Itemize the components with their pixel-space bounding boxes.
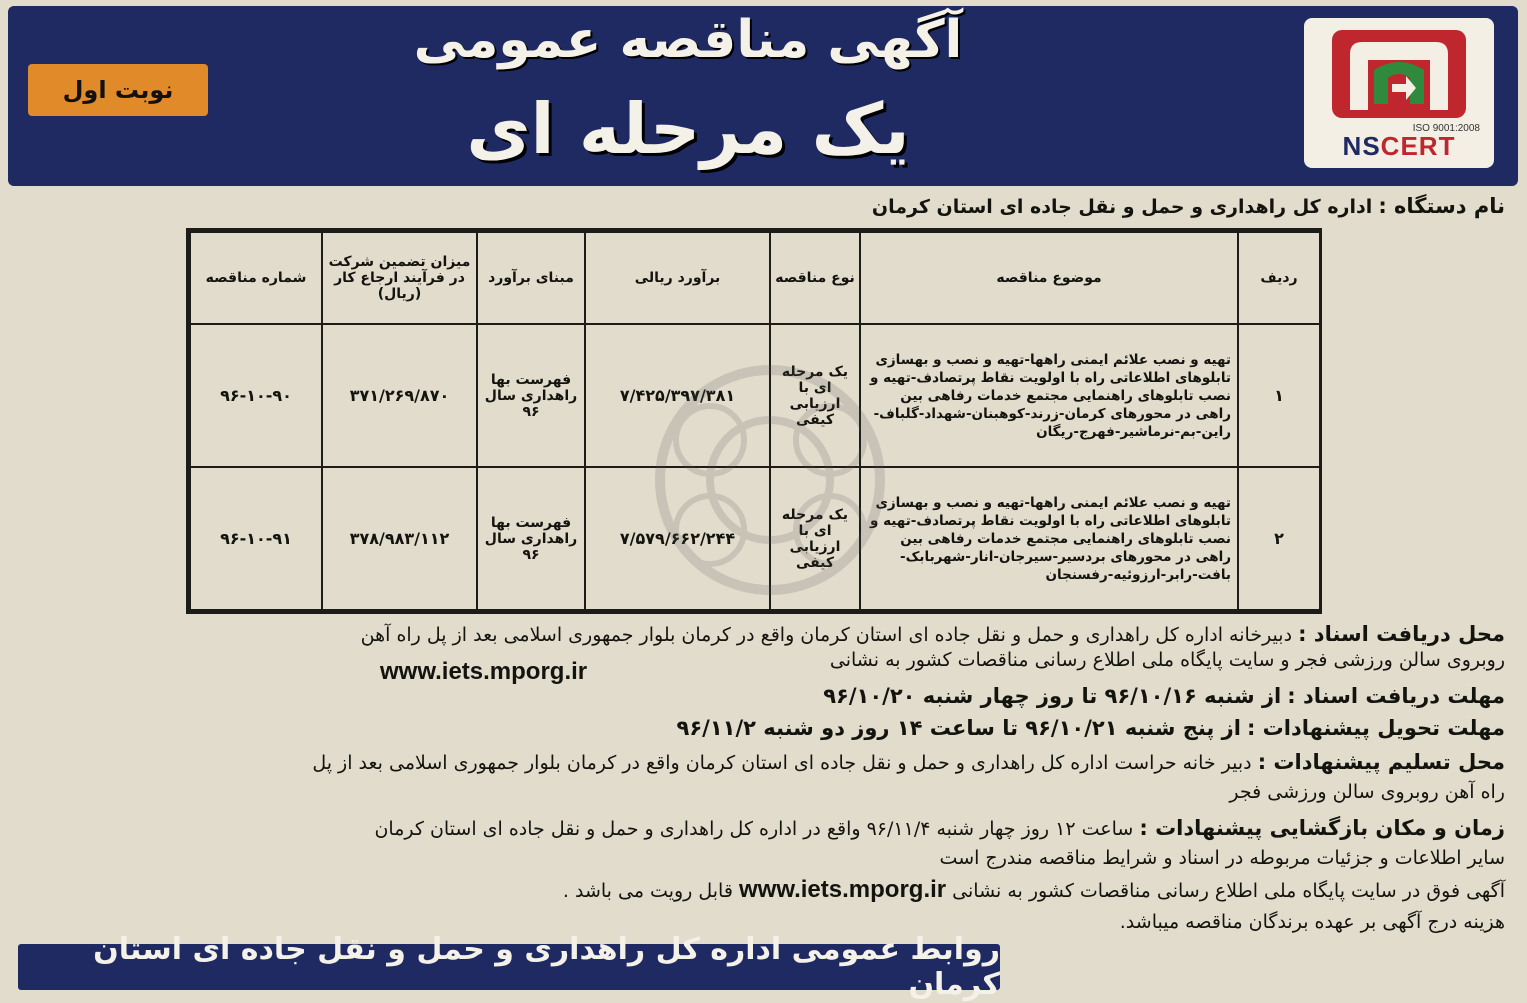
offer-place-value: دبیر خانه حراست اداره کل راهداری و حمل و نقل جاده ای استان کرمان واقع در کرمان بلوار جمهوری اسلامی بعد از پل xyxy=(312,752,1252,774)
agency-value: اداره کل راهداری و حمل و نقل جاده ای استان کرمان xyxy=(871,196,1373,218)
offer-place-label: محل تسلیم پیشنهادات : xyxy=(1257,750,1505,774)
offer-place-line2: راه آهن روبروی سالن ورزشی فجر xyxy=(1229,781,1505,803)
cost-note-line xyxy=(1120,910,1505,934)
first-round-badge: نوبت اول xyxy=(28,64,208,116)
road-logo-icon xyxy=(1310,24,1488,124)
doc-place-url-line xyxy=(380,660,587,685)
cell-type: یک مرحله ای با ارزیابی کیفی xyxy=(770,467,860,610)
organization-logo xyxy=(1304,18,1494,168)
offer-place-line-2 xyxy=(1229,780,1505,804)
title-line-1: آگهی مناقصه عمومی xyxy=(413,10,963,70)
tender-table xyxy=(186,228,1322,614)
cell-tender-no: ۹۶-۱۰-۹۱ xyxy=(190,467,322,610)
cell-tender-no: ۹۶-۱۰-۹۰ xyxy=(190,324,322,467)
header-band xyxy=(8,6,1518,186)
cell-estimate: ۷/۴۲۵/۳۹۷/۳۸۱ xyxy=(585,324,770,467)
cell-basis: فهرست بها راهداری سال ۹۶ xyxy=(477,467,585,610)
footer-band xyxy=(18,932,1000,1002)
offer-place-line xyxy=(312,750,1505,775)
cell-subject: تهیه و نصب علائم ایمنی راهها-تهیه و نصب و بهسازی تابلوهای اطلاعاتی راه با اولویت نقاط پرتصادف-تهیه و نصب تابلوهای راهنمایی مجتمع خدمات رفاهی بین راهی در محورهای کرمان-زرند-کوهبنان-شهداد-گلباف-راین-بم-نرماشیر-فهرج-ریگان xyxy=(860,324,1238,467)
doc-deadline-value: از شنبه ۹۶/۱۰/۱۶ تا روز چهار شنبه ۹۶/۱۰/۲۰ xyxy=(823,684,1282,708)
agency-line xyxy=(872,194,1505,219)
other-info-line xyxy=(940,846,1505,870)
cell-subject: تهیه و نصب علائم ایمنی راهها-تهیه و نصب و بهسازی تابلوهای اطلاعاتی راه با اولویت نقاط پرتصادف-تهیه و نصب تابلوهای راهنمایی مجتمع خدمات رفاهی بین راهی در محورهای بردسیر-سیرجان-انار-شهربابک-بافت-رابر-ارزوئیه-رفسنجان xyxy=(860,467,1238,610)
opening-label: زمان و مکان بازگشایی پیشنهادات : xyxy=(1139,816,1505,840)
logo-cert: CERT xyxy=(1380,131,1456,161)
notice-url[interactable]: www.iets.mporg.ir xyxy=(738,876,947,903)
other-info: سایر اطلاعات و جزئیات مربوطه در اسناد و شرایط مناقصه مندرج است xyxy=(939,847,1505,869)
cell-guarantee: ۳۷۸/۹۸۳/۱۱۲ xyxy=(322,467,477,610)
doc-place-url[interactable]: www.iets.mporg.ir xyxy=(380,658,588,685)
col-basis: مبنای برآورد xyxy=(477,232,585,324)
cell-guarantee: ۳۷۱/۲۶۹/۸۷۰ xyxy=(322,324,477,467)
doc-place-line xyxy=(361,622,1505,647)
doc-place-value: دبیرخانه اداره کل راهداری و حمل و نقل جاده ای استان کرمان واقع در کرمان بلوار جمهوری اسلامی بعد از پل راه آهن xyxy=(360,624,1293,646)
cost-note: هزینه درج آگهی بر عهده برندگان مناقصه میباشد. xyxy=(1119,911,1505,933)
opening-value: ساعت ۱۲ روز چهار شنبه ۹۶/۱۱/۴ واقع در اداره کل راهداری و حمل و نقل جاده ای استان کرمان xyxy=(374,818,1134,840)
footer-text: روابط عمومی اداره کل راهداری و حمل و نقل جاده ای استان کرمان xyxy=(93,932,1000,1002)
logo-ns: NS xyxy=(1342,131,1381,161)
cell-basis: فهرست بها راهداری سال ۹۶ xyxy=(477,324,585,467)
doc-deadline-line xyxy=(823,684,1505,709)
offer-deadline-line xyxy=(677,716,1505,741)
col-row: ردیف xyxy=(1238,232,1320,324)
notice-line xyxy=(563,878,1505,903)
doc-deadline-label: مهلت دریافت اسناد : xyxy=(1287,684,1505,708)
col-type: نوع مناقصه xyxy=(770,232,860,324)
offer-deadline-value: از پنج شنبه ۹۶/۱۰/۲۱ تا ساعت ۱۴ روز دو شنبه ۹۶/۱۱/۲ xyxy=(676,716,1241,740)
doc-place-line-2 xyxy=(830,648,1505,672)
table-header-row xyxy=(190,232,1320,324)
notice-line-b: قابل رویت می باشد . xyxy=(562,880,733,902)
agency-label: نام دستگاه : xyxy=(1378,194,1505,218)
cell-row: ۲ xyxy=(1238,467,1320,610)
table-row xyxy=(190,467,1320,610)
table-row xyxy=(190,324,1320,467)
col-guarantee: میزان تضمین شرکت در فرآیند ارجاع کار (ریال) xyxy=(322,232,477,324)
title-line-2: یک مرحله ای xyxy=(466,88,910,170)
notice-line-a: آگهی فوق در سایت پایگاه ملی اطلاع رسانی مناقصات کشور به نشانی xyxy=(952,880,1505,902)
cell-type: یک مرحله ای با ارزیابی کیفی xyxy=(770,324,860,467)
doc-place-label: محل دریافت اسناد : xyxy=(1298,622,1505,646)
cell-row: ۱ xyxy=(1238,324,1320,467)
nscert-text xyxy=(1304,131,1494,162)
col-tender-no: شماره مناقصه xyxy=(190,232,322,324)
opening-line xyxy=(374,816,1505,841)
col-estimate: برآورد ریالی xyxy=(585,232,770,324)
col-subject: موضوع مناقصه xyxy=(860,232,1238,324)
offer-deadline-label: مهلت تحویل پیشنهادات : xyxy=(1246,716,1505,740)
iso-text: ISO 9001:2008 xyxy=(1412,123,1480,134)
doc-place-line2: روبروی سالن ورزشی فجر و سایت پایگاه ملی اطلاع رسانی مناقصات کشور به نشانی xyxy=(829,649,1505,671)
cell-estimate: ۷/۵۷۹/۶۶۲/۲۴۴ xyxy=(585,467,770,610)
